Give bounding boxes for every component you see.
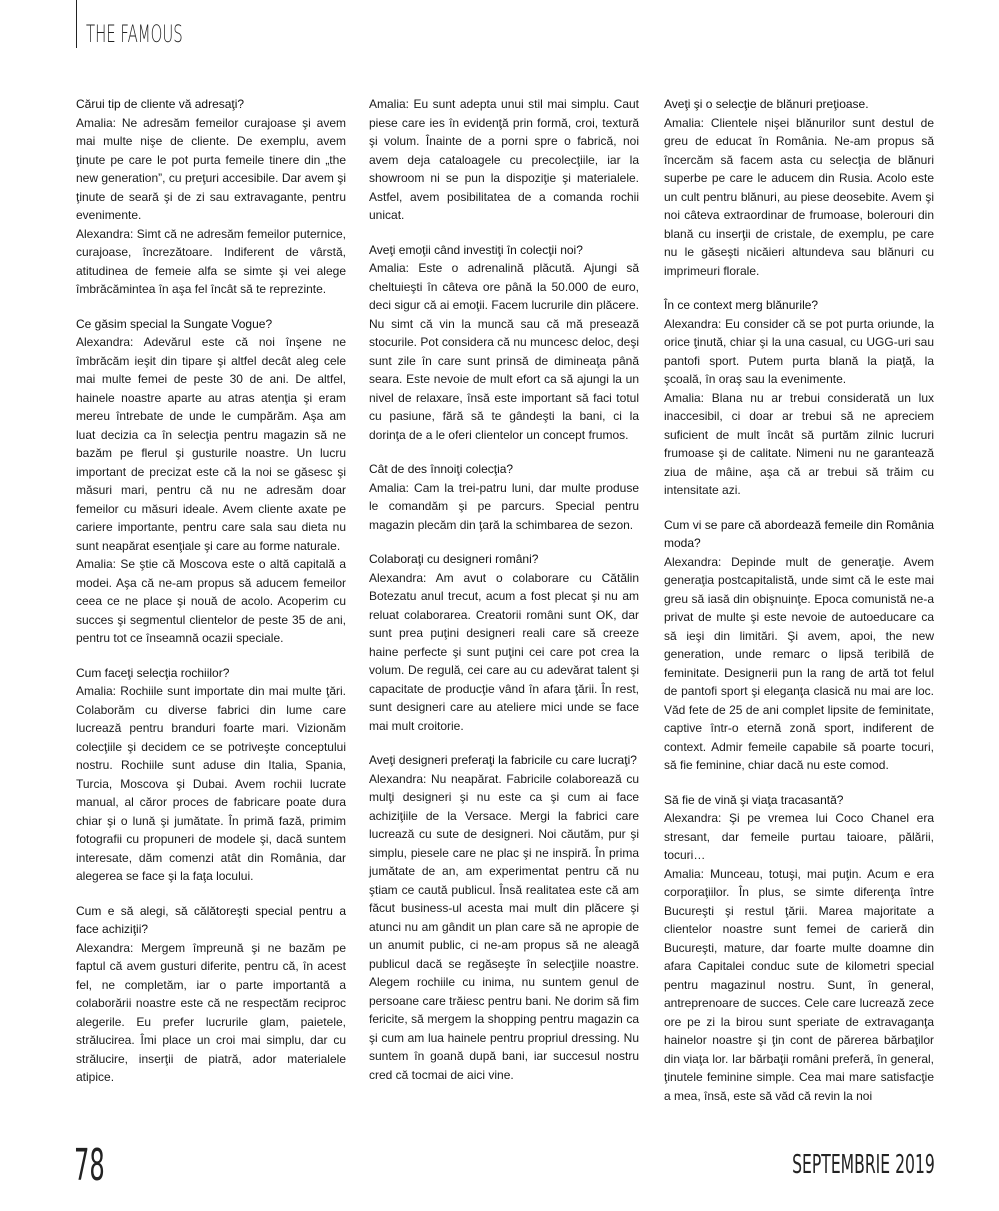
question-heading: Cât de des înnoiţi colecţia? [369,462,514,476]
question-heading: Cărui tip de cliente vă adresaţi? [76,97,245,111]
article-column-1 [76,95,346,1103]
qa-block [369,460,639,534]
qa-block [664,791,934,1106]
answer-paragraph: Alexandra: Adevărul este că noi înşene ne îmbrăcăm ieşit din tipare şi altfel decât aleg cele mai multe femei de peste 30 de ani. De altfel, hainele noastre aparte au atras atenţia şi eram mereu întrebate de unde le cumpărăm. Aşa am luat decizia ca în selecţia pentru magazin să ne bazăm pe flerul şi gusturile noastre. Un lucru important de precizat este că la noi se găsesc şi măsuri mari, pentru că nu ne adresăm doar femeilor cu măsuri ideale. Avem cliente axate pe cariere importante, pentru care sala sau dieta nu sunt neapărat esenţiale şi care au forme naturale. [76,335,346,553]
answer-paragraph: Amalia: Cam la trei-patru luni, dar multe produse le comandăm şi pe parcurs. Special pentru magazin plecăm din ţară la schimbarea de sezon. [369,480,639,532]
answer-paragraph: Amalia: Se ştie că Moscova este o altă capitală a modei. Aşa că ne-am propus să aducem femeilor ceea ce ne place şi nouă de acolo. Acoperim cu succes şi segmentul clientelor de peste 35 de ani, pentru tot ce înseamnă ocazii speciale. [76,557,346,645]
qa-block [369,241,639,445]
article-column-2 [369,95,639,1100]
question-heading: În ce context merg blănurile? [664,298,819,312]
qa-block [76,664,346,886]
answer-paragraph: Alexandra: Şi pe vremea lui Coco Chanel era stresant, dar femeile purtau taioare, pălării, tocuri… [664,811,934,862]
question-heading: Cum vi se pare că abordează femeile din România moda? [664,517,934,550]
header-rule [76,0,77,48]
question-heading: Cum faceţi selecţia rochiilor? [76,665,230,680]
question-heading: Ce găsim special la Sungate Vogue? [76,316,273,331]
question-heading: Colaboraţi cu designeri români? [369,552,539,566]
question-heading: Aveţi emoţii când investiţi în colecţii noi? [369,242,583,257]
qa-block [76,95,346,299]
answer-paragraph: Alexandra: Mergem împreună şi ne bazăm pe faptul că avem gusturi diferite, pentru că, în acest fel, ne completăm, iar o parte importantă a colaborării noastre este că ne respectăm reciproc alegerile. Eu prefer lucrurile glam, paietele, strălucirea. Îmi place un croi mai simplu, dar cu strălucire, inserţii de piatră, ador materialele atipice. [76,940,346,1084]
answer-paragraph: Alexandra: Am avut o colaborare cu Cătălin Botezatu anul trecut, acum a fost plecat şi nu am reluat colaborarea. Creatorii români sunt OK, dar sunt prea puţini designeri reali care să creeze haine perfecte şi sunt puţini cei care pot crea la volum. De regulă, cei care au cu adevărat talent şi capacitate de producţie vând în afara ţării. În rest, sunt designeri care au ateliere mici unde se face mai mult croitorie. [369,570,639,733]
magazine-title: THE FAMOUS [86,20,183,48]
answer-paragraph: Amalia: Blana nu ar trebui considerată un lux inaccesibil, ci doar ar trebui să ne apreciem suficient de mult încât să purtăm zilnic lucruri frumoase şi de calitate. Nimeni nu ne garantează ziua de mâine, aşa că ar trebui să trăim cu intensitate azi. [664,390,934,497]
qa-block [369,95,639,225]
answer-paragraph: Alexandra: Eu consider că se pot purta oriunde, la orice ţinută, chiar şi la una casual, cu UGG-uri sau pantofi sport. Putem purta blană la piaţă, la şcoală, în oraş sau la evenimente. [664,316,934,386]
qa-block [76,902,346,1087]
issue-date: SEPTEMBRIE 2019 [792,1150,935,1180]
qa-block [664,516,934,775]
qa-block [664,296,934,500]
answer-paragraph: Amalia: Clientele nişei blănurilor sunt destul de greu de educat în România. Ne-am propus să încercăm să facem asta cu selecţia de blănuri superbe pe care le aducem din Rusia. Acolo este un cult pentru blănuri, au piese deosebite. Avem şi noi câteva extraordinar de frumoase, bolerouri din blană cu inserţii de cristale, de exemplu, pe care nu le găseşti nicăieri altundeva sau blănuri cu imprimeuri florale. [664,115,934,278]
article-column-3 [664,95,934,1121]
qa-block [664,95,934,280]
answer-paragraph: Amalia: Rochiile sunt importate din mai multe ţări. Colaborăm cu diverse fabrici din lume care lucrează pentru branduri foarte mari. Vizionăm colecţiile şi decidem ce se potriveşte conceptului nostru. Rochiile sunt aduse din Italia, Spania, Turcia, Moscova şi Dubai. Avem rochii lucrate manual, al căror proces de fabricare poate dura chiar şi o lună şi jumătate. În primă fază, primim fotografii cu propuneri de modele şi, dacă suntem interesate, dăm comenzi atât din România, dar alegerea se face şi la faţa locului. [76,684,346,883]
qa-block [76,315,346,648]
answer-paragraph: Amalia: Ne adresăm femeilor curajoase şi avem mai multe nişe de cliente. De exemplu, avem ţinute pe care le pot purta femeile tinere din „the new generation”, cu preţuri accesibile. Dar avem şi ţinute de seară şi de zi sau extravagante, pentru evenimente. [76,115,346,222]
page-number: 78 [74,1140,105,1191]
question-heading: Aveţi şi o selecţie de blănuri preţioase. [664,97,869,111]
answer-paragraph: Amalia: Eu sunt adepta unui stil mai simplu. Caut piese care ies în evidenţă prin formă, croi, textură şi volum. Înainte de a porni spre o fabrică, noi avem deja cataloagele cu precolecţiile, iar la showroom ni se pun la dispoziţie şi materialele. Astfel, avem posibilitatea de a comanda rochii unicat. [369,97,639,222]
answer-paragraph: Amalia: Munceau, totuşi, mai puţin. Acum e era corporaţiilor. În plus, se simte diferenţa între Bucureşti şi restul ţării. Marea majoritate a clientelor noastre sunt femei de carieră din Bucureşti, mature, dar foarte multe doamne din afara Capitalei conduc sute de kilometri special pentru magazinul nostru. Sunt, în general, antreprenoare de succes. Cele care lucrează zece ore pe zi la birou sunt speriate de extravaganţa hainelor noastre şi ţin cont de părerea bărbaţilor din viaţa lor. Iar bărbaţii români preferă, în general, ţinutele feminine simple. Cea mai mare satisfacţie a mea, însă, este să văd că revin la noi [664,866,934,1103]
answer-paragraph: Alexandra: Simt că ne adresăm femeilor puternice, curajoase, încrezătoare. Indiferent de vârstă, atitudinea de femeie alfa se simte şi vei alege îmbrăcămintea în aşa fel încât să te reprezinte. [76,226,346,296]
qa-block [369,751,639,1084]
question-heading: Cum e să alegi, să călătoreşti special pentru a face achiziţii? [76,903,346,936]
answer-paragraph: Amalia: Este o adrenalină plăcută. Ajungi să cheltuieşti în câteva ore până la 50.000 de euro, deci sigur că ai emoţii. Facem lucrurile din plăcere. Nu simt că vin la muncă sau că mă presează stocurile. Pot considera că nu muncesc deloc, deşi sunt zile în care sunt prinsă de dimineaţa până seara. Este nevoie de mult efort ca să ajungi la un nivel de relaxare, însă este important să faci totul cu pasiune, fără să te gândeşti la bani, ci la dorinţa de a le oferi clientelor un concept frumos. [369,261,639,442]
answer-paragraph: Alexandra: Nu neapărat. Fabricile colaborează cu mulţi designeri şi nu este ca şi cum ai face achiziţiile de la Versace. Mergi la fabrici care lucrează cu sute de designeri. Noi căutăm, pur şi simplu, piesele care ne plac şi ne inspiră. În prima jumătate de an, am experimentat pentru că nu ştiam ce caută publicul. Însă realitatea este că am făcut business-ul acesta mai mult din plăcere şi atunci nu am gândit un plan care să ne apropie de un anumit public, ci ne-am propus să ne aleagă publicul dacă se regăseşte în selecţiile noastre. Alegem rochiile cu inima, nu suntem genul de persoane care trăiesc pentru bani. Ne dorim să fim fericite, să mergem la shopping pentru magazin ca şi cum am lua hainele pentru propriul dressing. Nu suntem în goană după bani, iar succesul nostru cred că tocmai de aici vine. [369,771,639,1082]
question-heading: Aveţi designeri preferaţi la fabricile cu care lucraţi? [369,753,637,767]
qa-block [369,550,639,735]
question-heading: Să fie de vină şi viaţa tracasantă? [664,792,844,807]
answer-paragraph: Alexandra: Depinde mult de generaţie. Avem generaţia postcapitalistă, unde simt că le este mai greu să iasă din obişnuinţe. Epoca comunistă ne-a privat de multe şi este nevoie de autoeducare ca să ieşi din limitări. Şi avem, apoi, the new generation, unde remarc o lipsă teribilă de feminitate. Designerii pun la rang de artă tot felul de pantofi sport şi eleganţa clasică nu mai are loc. Văd fete de 25 de ani complet lipsite de feminitate, captive într-o eternă zonă sport, indiferent de context. Admir femeile capabile să poarte tocuri, să fie feminine, chiar dacă nu este comod. [664,554,934,772]
